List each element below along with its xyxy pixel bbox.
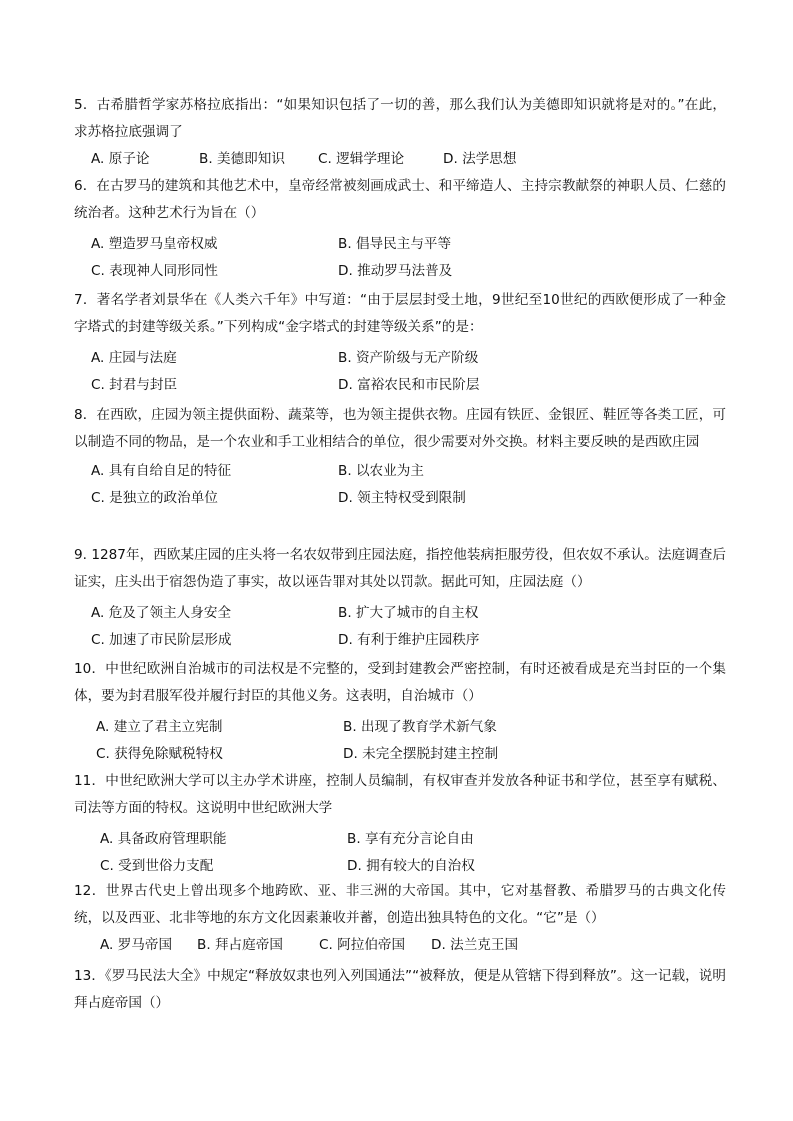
option-c: C. 逻辑学理论 <box>318 151 405 167</box>
option-b: B. 出现了教育学术新气象 <box>343 719 497 735</box>
question-6 <box>74 173 726 285</box>
option-b: B. 扩大了城市的自主权 <box>338 605 479 621</box>
option-b: B. 享有充分言论自由 <box>347 831 474 847</box>
question-7 <box>74 287 726 399</box>
option-c: C. 加速了市民阶层形成 <box>91 632 232 648</box>
question-stem: 7．著名学者刘景华在《人类六千年》中写道：“由于层层封受土地，9世纪至10世纪的西欧便形成了一种金字塔式的封建等级关系。”下列构成“金字塔式的封建等级关系”的是： <box>74 292 726 335</box>
options-row <box>74 146 726 173</box>
option-a: A. 罗马帝国 <box>100 937 173 953</box>
option-d: D. 富裕农民和市民阶层 <box>338 377 480 393</box>
option-c: C. 阿拉伯帝国 <box>319 937 406 953</box>
option-a: A. 具备政府管理职能 <box>100 831 227 847</box>
option-d: D. 推动罗马法普及 <box>338 263 453 279</box>
option-d: D. 未完全摆脱封建主控制 <box>343 746 499 762</box>
options-grid <box>74 345 726 399</box>
option-c: C. 封君与封臣 <box>91 377 178 393</box>
question-stem: 5．古希腊哲学家苏格拉底指出：“如果知识包括了一切的善，那么我们认为美德即知识就将是对的。”在此，求苏格拉底强调了 <box>74 97 726 140</box>
option-a: A. 庄园与法庭 <box>91 350 177 366</box>
option-a: A. 具有自给自足的特征 <box>91 463 232 479</box>
options-grid <box>74 600 726 654</box>
options-grid <box>74 714 726 768</box>
option-c: C. 是独立的政治单位 <box>91 490 218 506</box>
option-c: C. 受到世俗力支配 <box>100 858 214 874</box>
question-10 <box>74 656 726 768</box>
option-b: B. 以农业为主 <box>338 463 424 479</box>
options-row <box>74 932 726 959</box>
option-a: A. 建立了君主立宪制 <box>96 719 223 735</box>
option-d: D. 法兰克王国 <box>431 937 519 953</box>
options-grid <box>74 458 726 512</box>
options-grid <box>74 826 726 880</box>
option-b: B. 资产阶级与无产阶级 <box>338 350 479 366</box>
question-12 <box>74 878 726 959</box>
option-a: A. 危及了领主人身安全 <box>91 605 232 621</box>
option-d: D. 拥有较大的自治权 <box>347 858 475 874</box>
option-a: A. 塑造罗马皇帝权威 <box>91 236 218 252</box>
question-stem: 9. 1287年，西欧某庄园的庄头将一名农奴带到庄园法庭，指控他装病拒服劳役，但农奴不承认。法庭调查后证实，庄头出于宿怨伪造了事实，故以诬告罪对其处以罚款。据此可知，庄园法庭（） <box>74 547 726 590</box>
question-13 <box>74 963 726 1017</box>
question-stem: 11．中世纪欧洲大学可以主办学术讲座，控制人员编制，有权审查并发放各种证书和学位，甚至享有赋税、司法等方面的特权。这说明中世纪欧洲大学 <box>74 773 726 816</box>
question-stem: 8．在西欧，庄园为领主提供面粉、蔬菜等，也为领主提供衣物。庄园有铁匠、金银匠、鞋匠等各类工匠，可以制造不同的物品，是一个农业和手工业相结合的单位，很少需要对外交换。材料主要反映的是西欧庄园 <box>74 407 726 450</box>
option-d: D. 有利于维护庄园秩序 <box>338 632 480 648</box>
question-stem: 10．中世纪欧洲自治城市的司法权是不完整的，受到封建教会严密控制，有时还被看成是充当封臣的一个集体，要为封君服军役并履行封臣的其他义务。这表明，自治城市（） <box>74 661 726 704</box>
option-c: C. 获得免除赋税特权 <box>96 746 223 762</box>
option-b: B. 倡导民主与平等 <box>338 236 452 252</box>
question-5 <box>74 92 726 173</box>
question-8 <box>74 402 726 512</box>
option-d: D. 法学思想 <box>443 151 517 167</box>
question-9 <box>74 542 726 654</box>
option-c: C. 表现神人同形同性 <box>91 263 218 279</box>
option-a: A. 原子论 <box>91 151 150 167</box>
options-grid <box>74 231 726 285</box>
option-d: D. 领主特权受到限制 <box>338 490 466 506</box>
option-b: B. 拜占庭帝国 <box>197 937 283 953</box>
question-stem: 6．在古罗马的建筑和其他艺术中，皇帝经常被刻画成武士、和平缔造人、主持宗教献祭的神职人员、仁慈的统治者。这种艺术行为旨在（） <box>74 178 726 221</box>
question-stem: 13．《罗马民法大全》中规定“释放奴隶也列入列国通法”“被释放，便是从管辖下得到释放”。这一记载，说明拜占庭帝国（） <box>74 968 726 1011</box>
question-11 <box>74 768 726 880</box>
option-b: B. 美德即知识 <box>199 151 285 167</box>
question-stem: 12．世界古代史上曾出现多个地跨欧、亚、非三洲的大帝国。其中，它对基督教、希腊罗马的古典文化传统，以及西亚、北非等地的东方文化因素兼收并蓄，创造出独具特色的文化。“它”是（） <box>74 883 726 926</box>
